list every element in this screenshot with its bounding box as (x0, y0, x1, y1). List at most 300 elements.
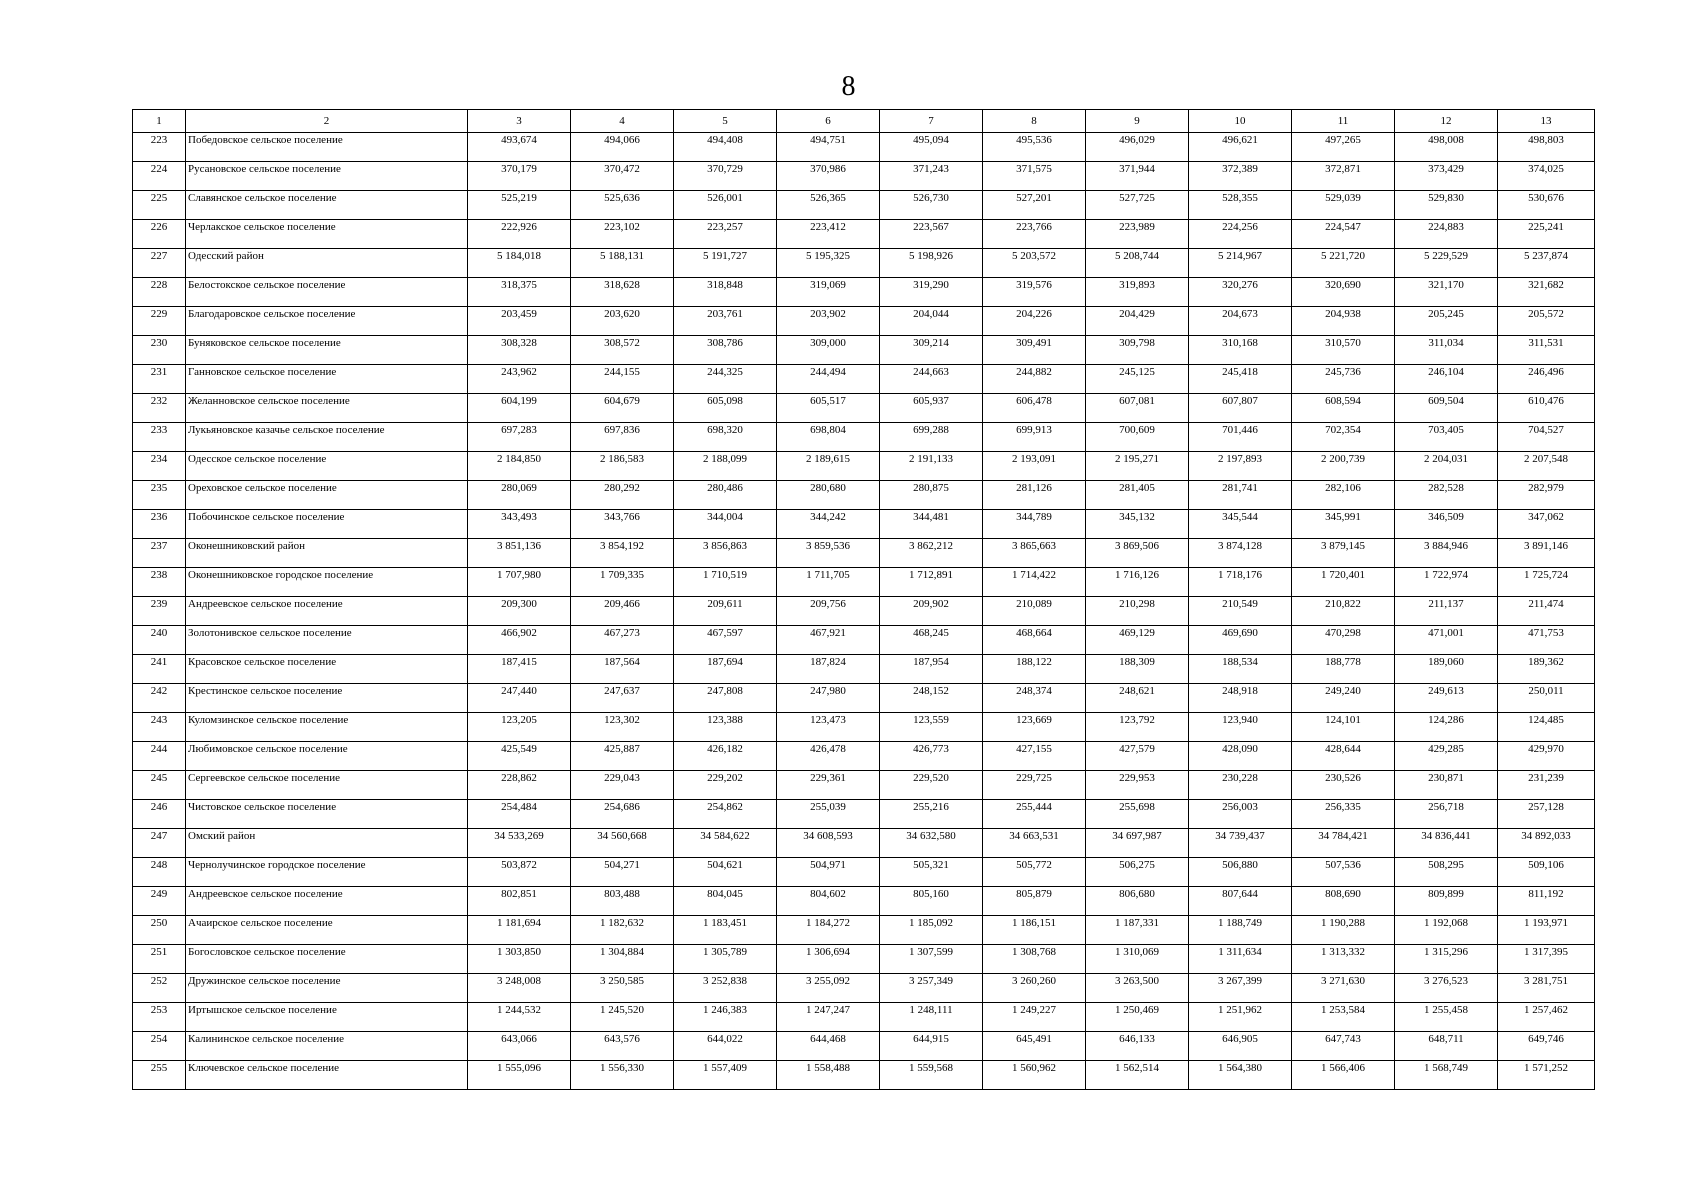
table-cell: 256,335 (1292, 800, 1395, 829)
table-cell: 209,611 (674, 597, 777, 626)
column-header: 13 (1498, 110, 1595, 133)
table-cell: 697,836 (571, 423, 674, 452)
row-number: 245 (133, 771, 186, 800)
table-row (133, 829, 1595, 858)
table-cell: 644,915 (880, 1032, 983, 1061)
table-cell: 372,871 (1292, 162, 1395, 191)
table-cell: 526,730 (880, 191, 983, 220)
table-cell: 319,069 (777, 278, 880, 307)
table-cell: 247,440 (468, 684, 571, 713)
table-cell: 1 303,850 (468, 945, 571, 974)
table-row (133, 133, 1595, 162)
table-cell: 244,882 (983, 365, 1086, 394)
table-cell: 248,621 (1086, 684, 1189, 713)
table-cell: 1 571,252 (1498, 1061, 1595, 1090)
table-cell: 643,066 (468, 1032, 571, 1061)
table-cell: 700,609 (1086, 423, 1189, 452)
table-cell: 495,094 (880, 133, 983, 162)
table-cell: 370,729 (674, 162, 777, 191)
table-cell: 321,682 (1498, 278, 1595, 307)
table-cell: 34 632,580 (880, 829, 983, 858)
table-cell: 467,921 (777, 626, 880, 655)
table-cell: 644,022 (674, 1032, 777, 1061)
table-cell: 209,300 (468, 597, 571, 626)
table-cell: 807,644 (1189, 887, 1292, 916)
table-row (133, 539, 1595, 568)
table-cell: 187,824 (777, 655, 880, 684)
table-cell: 649,746 (1498, 1032, 1595, 1061)
table-cell: 1 564,380 (1189, 1061, 1292, 1090)
row-name: Чистовское сельское поселение (186, 800, 468, 829)
table-cell: 374,025 (1498, 162, 1595, 191)
table-cell: 309,491 (983, 336, 1086, 365)
table-row (133, 220, 1595, 249)
row-number: 252 (133, 974, 186, 1003)
table-cell: 34 892,033 (1498, 829, 1595, 858)
table-cell: 281,405 (1086, 481, 1189, 510)
table-cell: 244,325 (674, 365, 777, 394)
table-cell: 211,474 (1498, 597, 1595, 626)
table-cell: 188,778 (1292, 655, 1395, 684)
table-row (133, 1061, 1595, 1090)
table-cell: 425,549 (468, 742, 571, 771)
table-cell: 646,905 (1189, 1032, 1292, 1061)
table-cell: 187,694 (674, 655, 777, 684)
table-cell: 34 533,269 (468, 829, 571, 858)
table-cell: 3 271,630 (1292, 974, 1395, 1003)
table-cell: 1 317,395 (1498, 945, 1595, 974)
table-row (133, 191, 1595, 220)
row-name: Ореховское сельское поселение (186, 481, 468, 510)
table-cell: 1 556,330 (571, 1061, 674, 1090)
table-cell: 280,486 (674, 481, 777, 510)
table-cell: 701,446 (1189, 423, 1292, 452)
table-cell: 209,466 (571, 597, 674, 626)
row-name: Благодаровское сельское поселение (186, 307, 468, 336)
table-cell: 209,756 (777, 597, 880, 626)
table-row (133, 916, 1595, 945)
table-cell: 1 184,272 (777, 916, 880, 945)
column-header: 9 (1086, 110, 1189, 133)
table-cell: 1 246,383 (674, 1003, 777, 1032)
table-cell: 281,741 (1189, 481, 1292, 510)
table-cell: 5 203,572 (983, 249, 1086, 278)
table-cell: 526,001 (674, 191, 777, 220)
table-cell: 506,275 (1086, 858, 1189, 887)
table-cell: 5 184,018 (468, 249, 571, 278)
row-name: Черлакское сельское поселение (186, 220, 468, 249)
table-cell: 497,265 (1292, 133, 1395, 162)
table-cell: 496,029 (1086, 133, 1189, 162)
table-cell: 648,711 (1395, 1032, 1498, 1061)
table-cell: 34 560,668 (571, 829, 674, 858)
row-name: Одесский район (186, 249, 468, 278)
data-table (132, 109, 1595, 1090)
table-cell: 2 191,133 (880, 452, 983, 481)
table-cell: 1 244,532 (468, 1003, 571, 1032)
table-cell: 205,572 (1498, 307, 1595, 336)
table-cell: 802,851 (468, 887, 571, 916)
row-name: Любимовское сельское поселение (186, 742, 468, 771)
table-cell: 318,375 (468, 278, 571, 307)
table-cell: 230,228 (1189, 771, 1292, 800)
row-number: 240 (133, 626, 186, 655)
table-cell: 1 718,176 (1189, 568, 1292, 597)
table-cell: 698,320 (674, 423, 777, 452)
table-cell: 509,106 (1498, 858, 1595, 887)
table-cell: 1 559,568 (880, 1061, 983, 1090)
row-name: Сергеевское сельское поселение (186, 771, 468, 800)
table-cell: 5 195,325 (777, 249, 880, 278)
column-header: 1 (133, 110, 186, 133)
table-cell: 426,182 (674, 742, 777, 771)
table-cell: 643,576 (571, 1032, 674, 1061)
table-cell: 3 891,146 (1498, 539, 1595, 568)
row-name: Омский район (186, 829, 468, 858)
table-row (133, 597, 1595, 626)
table-cell: 345,544 (1189, 510, 1292, 539)
table-cell: 371,575 (983, 162, 1086, 191)
table-row (133, 162, 1595, 191)
table-cell: 257,128 (1498, 800, 1595, 829)
row-name: Желанновское сельское поселение (186, 394, 468, 423)
column-header: 6 (777, 110, 880, 133)
row-name: Калининское сельское поселение (186, 1032, 468, 1061)
table-cell: 254,686 (571, 800, 674, 829)
table-cell: 371,243 (880, 162, 983, 191)
column-header: 7 (880, 110, 983, 133)
table-cell: 124,101 (1292, 713, 1395, 742)
table-cell: 280,292 (571, 481, 674, 510)
table-cell: 494,751 (777, 133, 880, 162)
table-cell: 246,104 (1395, 365, 1498, 394)
row-number: 243 (133, 713, 186, 742)
row-name: Ганновское сельское поселение (186, 365, 468, 394)
table-row (133, 278, 1595, 307)
table-cell: 1 558,488 (777, 1061, 880, 1090)
table-cell: 124,485 (1498, 713, 1595, 742)
table-cell: 280,680 (777, 481, 880, 510)
table-row (133, 742, 1595, 771)
table-cell: 3 865,663 (983, 539, 1086, 568)
table-row (133, 1032, 1595, 1061)
table-cell: 468,664 (983, 626, 1086, 655)
table-cell: 229,953 (1086, 771, 1189, 800)
table-cell: 204,673 (1189, 307, 1292, 336)
table-cell: 604,679 (571, 394, 674, 423)
table-cell: 308,572 (571, 336, 674, 365)
table-cell: 505,772 (983, 858, 1086, 887)
table-row (133, 684, 1595, 713)
table-cell: 498,803 (1498, 133, 1595, 162)
table-cell: 1 714,422 (983, 568, 1086, 597)
table-cell: 34 697,987 (1086, 829, 1189, 858)
table-cell: 1 557,409 (674, 1061, 777, 1090)
table-cell: 320,276 (1189, 278, 1292, 307)
table-cell: 507,536 (1292, 858, 1395, 887)
table-cell: 34 739,437 (1189, 829, 1292, 858)
table-cell: 5 214,967 (1189, 249, 1292, 278)
table-cell: 187,415 (468, 655, 571, 684)
row-number: 227 (133, 249, 186, 278)
table-cell: 527,201 (983, 191, 1086, 220)
table-cell: 34 784,421 (1292, 829, 1395, 858)
table-cell: 467,597 (674, 626, 777, 655)
table-cell: 3 255,092 (777, 974, 880, 1003)
table-cell: 318,848 (674, 278, 777, 307)
table-cell: 1 245,520 (571, 1003, 674, 1032)
table-cell: 804,602 (777, 887, 880, 916)
table-cell: 370,179 (468, 162, 571, 191)
table-cell: 496,621 (1189, 133, 1292, 162)
column-header: 4 (571, 110, 674, 133)
table-cell: 309,000 (777, 336, 880, 365)
table-cell: 123,669 (983, 713, 1086, 742)
table-cell: 1 190,288 (1292, 916, 1395, 945)
table-cell: 1 186,151 (983, 916, 1086, 945)
table-cell: 1 709,335 (571, 568, 674, 597)
table-cell: 1 185,092 (880, 916, 983, 945)
table-cell: 1 555,096 (468, 1061, 571, 1090)
row-number: 247 (133, 829, 186, 858)
row-number: 255 (133, 1061, 186, 1090)
row-name: Белостокское сельское поселение (186, 278, 468, 307)
table-row (133, 452, 1595, 481)
table-cell: 604,199 (468, 394, 571, 423)
table-cell: 344,481 (880, 510, 983, 539)
table-row (133, 336, 1595, 365)
row-name: Оконешниковское городское поселение (186, 568, 468, 597)
table-cell: 320,690 (1292, 278, 1395, 307)
row-name: Одесское сельское поселение (186, 452, 468, 481)
table-cell: 345,132 (1086, 510, 1189, 539)
table-cell: 702,354 (1292, 423, 1395, 452)
row-number: 236 (133, 510, 186, 539)
table-row (133, 887, 1595, 916)
table-cell: 34 608,593 (777, 829, 880, 858)
row-name: Дружинское сельское поселение (186, 974, 468, 1003)
table-cell: 1 722,974 (1395, 568, 1498, 597)
table-cell: 427,579 (1086, 742, 1189, 771)
table-cell: 243,962 (468, 365, 571, 394)
table-cell: 245,125 (1086, 365, 1189, 394)
row-number: 231 (133, 365, 186, 394)
table-cell: 429,285 (1395, 742, 1498, 771)
table-row (133, 771, 1595, 800)
table-cell: 508,295 (1395, 858, 1498, 887)
table-row (133, 713, 1595, 742)
table-cell: 248,152 (880, 684, 983, 713)
table-cell: 2 204,031 (1395, 452, 1498, 481)
table-cell: 281,126 (983, 481, 1086, 510)
table-cell: 806,680 (1086, 887, 1189, 916)
table-cell: 1 305,789 (674, 945, 777, 974)
table-cell: 254,484 (468, 800, 571, 829)
table-cell: 1 257,462 (1498, 1003, 1595, 1032)
table-cell: 2 197,893 (1189, 452, 1292, 481)
column-header: 3 (468, 110, 571, 133)
table-cell: 282,106 (1292, 481, 1395, 510)
table-cell: 3 260,260 (983, 974, 1086, 1003)
table-cell: 1 560,962 (983, 1061, 1086, 1090)
table-cell: 498,008 (1395, 133, 1498, 162)
table-cell: 470,298 (1292, 626, 1395, 655)
table-cell: 223,989 (1086, 220, 1189, 249)
table-cell: 244,663 (880, 365, 983, 394)
table-cell: 1 568,749 (1395, 1061, 1498, 1090)
table-row (133, 307, 1595, 336)
table-cell: 189,362 (1498, 655, 1595, 684)
table-cell: 529,830 (1395, 191, 1498, 220)
table-cell: 609,504 (1395, 394, 1498, 423)
table-cell: 204,429 (1086, 307, 1189, 336)
row-name: Буняковское сельское поселение (186, 336, 468, 365)
table-cell: 3 874,128 (1189, 539, 1292, 568)
table-cell: 1 247,247 (777, 1003, 880, 1032)
row-name: Русановское сельское поселение (186, 162, 468, 191)
table-cell: 203,459 (468, 307, 571, 336)
table-cell: 249,240 (1292, 684, 1395, 713)
row-name: Ачаирское сельское поселение (186, 916, 468, 945)
table-cell: 1 192,068 (1395, 916, 1498, 945)
table-cell: 429,970 (1498, 742, 1595, 771)
table-cell: 3 250,585 (571, 974, 674, 1003)
table-cell: 646,133 (1086, 1032, 1189, 1061)
table-cell: 493,674 (468, 133, 571, 162)
table-cell: 309,798 (1086, 336, 1189, 365)
table-cell: 204,938 (1292, 307, 1395, 336)
row-number: 224 (133, 162, 186, 191)
table-cell: 803,488 (571, 887, 674, 916)
column-header: 12 (1395, 110, 1498, 133)
table-cell: 210,822 (1292, 597, 1395, 626)
table-cell: 805,879 (983, 887, 1086, 916)
row-number: 237 (133, 539, 186, 568)
table-cell: 1 712,891 (880, 568, 983, 597)
row-name: Славянское сельское поселение (186, 191, 468, 220)
table-cell: 3 263,500 (1086, 974, 1189, 1003)
table-cell: 2 195,271 (1086, 452, 1189, 481)
table-cell: 469,129 (1086, 626, 1189, 655)
row-number: 253 (133, 1003, 186, 1032)
table-cell: 373,429 (1395, 162, 1498, 191)
table-cell: 255,039 (777, 800, 880, 829)
table-cell: 34 663,531 (983, 829, 1086, 858)
table-cell: 187,564 (571, 655, 674, 684)
row-name: Красовское сельское поселение (186, 655, 468, 684)
table-cell: 1 250,469 (1086, 1003, 1189, 1032)
table-cell: 256,718 (1395, 800, 1498, 829)
row-number: 233 (133, 423, 186, 452)
table-cell: 308,786 (674, 336, 777, 365)
table-cell: 319,576 (983, 278, 1086, 307)
table-cell: 223,257 (674, 220, 777, 249)
table-cell: 1 710,519 (674, 568, 777, 597)
row-number: 234 (133, 452, 186, 481)
table-cell: 225,241 (1498, 220, 1595, 249)
table-cell: 347,062 (1498, 510, 1595, 539)
table-cell: 1 310,069 (1086, 945, 1189, 974)
table-row (133, 974, 1595, 1003)
table-cell: 466,902 (468, 626, 571, 655)
table-cell: 318,628 (571, 278, 674, 307)
table-row (133, 800, 1595, 829)
row-name: Богословское сельское поселение (186, 945, 468, 974)
table-cell: 2 200,739 (1292, 452, 1395, 481)
table-cell: 3 856,863 (674, 539, 777, 568)
table-cell: 203,620 (571, 307, 674, 336)
table-cell: 247,808 (674, 684, 777, 713)
table-cell: 605,517 (777, 394, 880, 423)
table-cell: 494,408 (674, 133, 777, 162)
table-cell: 1 188,749 (1189, 916, 1292, 945)
row-name: Андреевское сельское поселение (186, 597, 468, 626)
row-number: 244 (133, 742, 186, 771)
table-row (133, 394, 1595, 423)
table-cell: 204,226 (983, 307, 1086, 336)
row-number: 250 (133, 916, 186, 945)
table-cell: 503,872 (468, 858, 571, 887)
table-cell: 471,001 (1395, 626, 1498, 655)
table-row (133, 1003, 1595, 1032)
table-cell: 224,547 (1292, 220, 1395, 249)
table-cell: 319,290 (880, 278, 983, 307)
table-cell: 343,493 (468, 510, 571, 539)
table-cell: 2 188,099 (674, 452, 777, 481)
table-cell: 255,444 (983, 800, 1086, 829)
table-cell: 426,478 (777, 742, 880, 771)
table-cell: 124,286 (1395, 713, 1498, 742)
row-number: 228 (133, 278, 186, 307)
table-cell: 210,298 (1086, 597, 1189, 626)
table-row (133, 655, 1595, 684)
table-cell: 2 189,615 (777, 452, 880, 481)
table-cell: 699,288 (880, 423, 983, 452)
table-cell: 255,216 (880, 800, 983, 829)
row-name: Побочинское сельское поселение (186, 510, 468, 539)
table-row (133, 626, 1595, 655)
table-cell: 505,321 (880, 858, 983, 887)
table-cell: 2 184,850 (468, 452, 571, 481)
table-cell: 345,991 (1292, 510, 1395, 539)
table-row (133, 423, 1595, 452)
row-number: 226 (133, 220, 186, 249)
table-cell: 5 208,744 (1086, 249, 1189, 278)
table-cell: 230,871 (1395, 771, 1498, 800)
table-cell: 311,531 (1498, 336, 1595, 365)
table-cell: 370,986 (777, 162, 880, 191)
table-cell: 256,003 (1189, 800, 1292, 829)
table-cell: 308,328 (468, 336, 571, 365)
table-cell: 244,155 (571, 365, 674, 394)
table-cell: 1 251,962 (1189, 1003, 1292, 1032)
row-name: Ключевское сельское поселение (186, 1061, 468, 1090)
table-cell: 309,214 (880, 336, 983, 365)
table-cell: 34 584,622 (674, 829, 777, 858)
row-name: Иртышское сельское поселение (186, 1003, 468, 1032)
table-cell: 210,549 (1189, 597, 1292, 626)
table-row (133, 481, 1595, 510)
table-cell: 203,902 (777, 307, 880, 336)
row-number: 246 (133, 800, 186, 829)
table-cell: 123,792 (1086, 713, 1189, 742)
table-cell: 34 836,441 (1395, 829, 1498, 858)
table-cell: 425,887 (571, 742, 674, 771)
table-cell: 3 257,349 (880, 974, 983, 1003)
column-header: 5 (674, 110, 777, 133)
table-cell: 1 725,724 (1498, 568, 1595, 597)
row-number: 241 (133, 655, 186, 684)
